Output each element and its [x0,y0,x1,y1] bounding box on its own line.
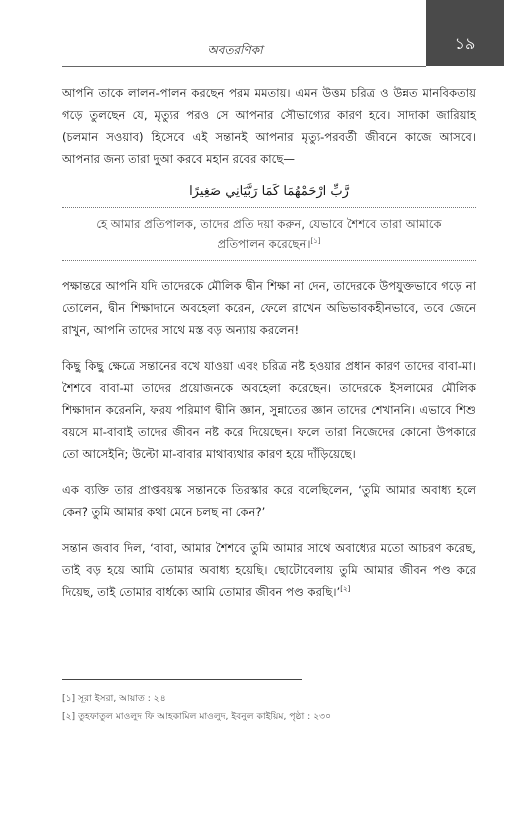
paragraph-5 [62,537,476,603]
page-body [62,82,476,617]
footnotes [62,690,482,726]
paragraph-1: আপনি তাকে লালন-পালন করছেন পরম মমতায়। এমন উত্তম চরিত্র ও উন্নত মানবিকতায় গড়ে তুলছেন যে, মৃত্যুর পরও সে আপনার সৌভাগ্যের কারণ হবে। সাদাকা জারিয়াহ (চলমান সওয়াব) হিসেবে এই সন্তানই আপনার মৃত্যু-পরবর্তী জীবনে কাজে আসবে। আপনার জন্য তারা দুআ করবে মহান রবের কাছে— [62,86,476,166]
page-number-tab [426,0,504,66]
paragraph-4: এক ব্যক্তি তার প্রাপ্তবয়স্ক সন্তানকে তিরস্কার করে বলেছিলেন, ‘তুমি আমার অবাধ্য হলে কেন? তুমি আমার কথা মেনে চলছ না কেন?’ [62,483,476,519]
verse-translation-box [62,207,476,261]
footnote-2: [২] তুহফাতুল মাওলুদ ফি আহকামিল মাওলুদ, ইবনুল কাইয়িম, পৃষ্ঠা : ২৩০ [62,711,332,722]
footnote-ref-1[interactable]: [১] [310,237,321,246]
page-number: ১৯ [454,34,476,53]
paragraph-5-text: সন্তান জবাব দিল, ‘বাবা, আমার শৈশবে তুমি আমার সাথে অবাধ্যের মতো আচরণ করেছ, তাই বড় হয়ে আমি তোমার অবাধ্য হয়েছি। ছোটোবেলায় তুমি আমার জীবন পণ্ড করে দিয়েছ, তাই তোমার বার্ধক্যে আমি তোমার জীবন পণ্ড করছি।’ [62,541,476,599]
paragraph-3: কিছু কিছু ক্ষেত্রে সন্তানের বখে যাওয়া এবং চরিত্র নষ্ট হওয়ার প্রধান কারণ তাদের বাবা-মা। শৈশবে বাবা-মা তাদের প্রয়োজনকে অবহেলা করেছেন। তাদেরকে ইসলামের মৌলিক শিক্ষাদান করেননি, ফরয পরিমাণ দ্বীনি জ্ঞান, সুন্নাতের জ্ঞান তাদের শেখাননি। এভাবে শিশু বয়সে মা-বাবাই তাদের জীবন নষ্ট করে দিয়েছেন। ফলে তারা নিজেদের কোনো উপকারে তো আসেইনি; উল্টো মা-বাবার মাথাব্যথার কারণ হয়ে দাঁড়িয়েছে। [62,359,476,461]
header-divider [62,66,426,67]
verse-translation: হে আমার প্রতিপালক, তাদের প্রতি দয়া করুন, যেভাবে শৈশবে তারা আমাকে প্রতিপালন করেছেন। [96,217,442,251]
footnote-divider [62,679,302,680]
footnote-1: [১] সূরা ইসরা, আয়াত : ২৪ [62,693,166,704]
footnote-ref-2[interactable]: [২] [340,585,351,594]
paragraph-2: পক্ষান্তরে আপনি যদি তাদেরকে মৌলিক দ্বীন শিক্ষা না দেন, তাদেরকে উপযুক্তভাবে গড়ে না তোলেন, দ্বীন শিক্ষাদানে অবহেলা করেন, ফেলে রাখেন অভিভাবকহীনভাবে, তবে জেনে রাখুন, আপনি তাদের সাথে মস্ত বড় অন্যায় করলেন! [62,279,476,337]
arabic-verse: رَّبِّ ارْحَمْهُمَا كَمَا رَبَّيَانِي صَغِيرًا [189,184,349,199]
running-header-title: অবতরণিকা [207,43,263,57]
